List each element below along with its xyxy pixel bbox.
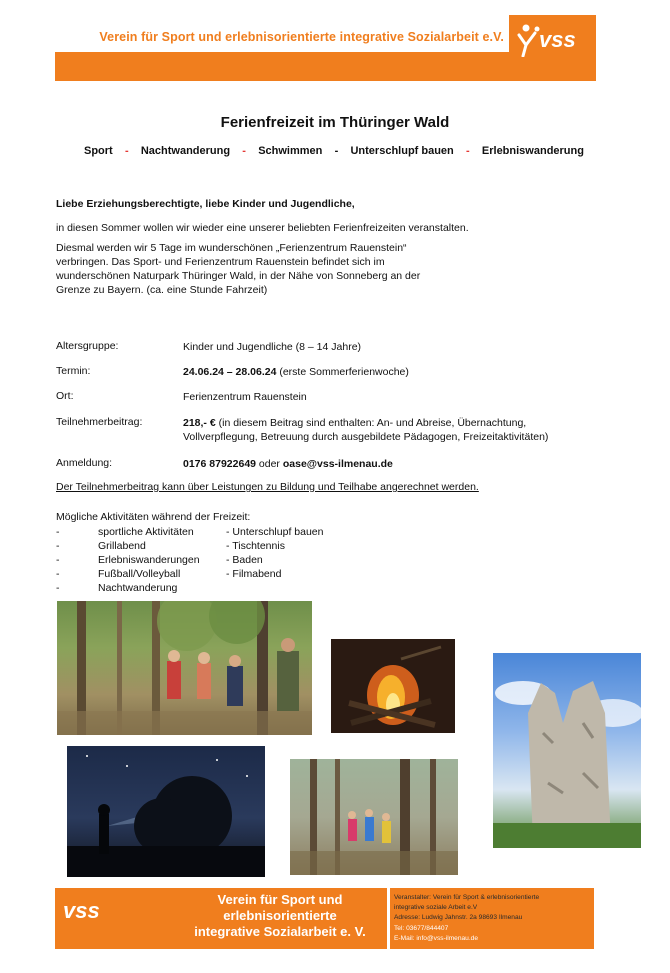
footer-logo-text: vss xyxy=(63,898,100,923)
activity-dash: - xyxy=(56,568,60,580)
activity-item: Erlebniswanderungen xyxy=(98,554,200,566)
date-range: 24.06.24 – 28.06.24 xyxy=(183,366,277,378)
intro-paragraph-1: in diesen Sommer wollen wir wieder eine unserer beliebten Ferienfreizeiten veranstalten. xyxy=(56,222,469,234)
activity-dash: - xyxy=(56,526,60,538)
fee-includes: (in diesem Beitrag sind enthalten: An- und Abreise, Übernachtung, xyxy=(215,417,527,429)
activity-dash: - xyxy=(56,554,60,566)
footer-brand xyxy=(55,888,387,949)
footer-org-line: integrative Sozialarbeit e. V. xyxy=(194,924,366,939)
activity-dash: - xyxy=(56,540,60,552)
activity-item: - Baden xyxy=(226,554,263,566)
footer-organizer-2: integrative soziale Arbeit e.V xyxy=(394,904,478,911)
keyword-separator: - xyxy=(124,145,129,157)
header-logo-text: vss xyxy=(539,27,576,52)
age-label: Altersgruppe: xyxy=(56,340,119,352)
keyword-separator: - xyxy=(466,145,470,157)
footer-org-name xyxy=(165,892,395,940)
registration-label: Anmeldung: xyxy=(56,457,113,469)
keyword-nachtwanderung: Nachtwanderung xyxy=(140,145,231,157)
funding-note: Der Teilnehmerbeitrag kann über Leistungen zu Bildung und Teilhabe angerechnet werden. xyxy=(56,481,479,493)
campfire-photo xyxy=(331,639,455,733)
keyword-sport: Sport xyxy=(84,145,113,157)
intro-line: Diesmal werden wir 5 Tage im wunderschönen „Ferienzentrum Rauenstein“ xyxy=(56,242,407,254)
page-title: Ferienfreizeit im Thüringer Wald xyxy=(220,114,450,131)
registration-or: oder xyxy=(256,458,283,470)
fee-value xyxy=(183,416,603,444)
keyword-separator: - xyxy=(242,145,246,157)
activity-row xyxy=(56,582,356,596)
activity-item: Fußball/Volleyball xyxy=(98,568,181,580)
date-note: (erste Sommerferienwoche) xyxy=(276,366,409,378)
activity-item: - Filmabend xyxy=(226,568,282,580)
activity-item: - Unterschlupf bauen xyxy=(226,526,324,538)
age-value: Kinder und Jugendliche (8 – 14 Jahre) xyxy=(183,341,362,353)
forest-group-photo xyxy=(57,601,312,735)
footer-contact xyxy=(390,888,594,949)
climbing-rock-photo xyxy=(493,653,641,848)
keyword-separator: - xyxy=(334,145,339,157)
night-hike-photo xyxy=(67,746,265,877)
footer-org-line: Verein für Sport und xyxy=(217,892,343,907)
registration-value xyxy=(183,457,603,471)
header-org-name: Verein für Sport und erlebnisorientierte integrative Sozialarbeit e.V. xyxy=(99,30,504,44)
person-figure-icon xyxy=(517,23,541,57)
intro-line: verbringen. Das Sport- und Ferienzentrum Rauenstein befindet sich im xyxy=(56,256,385,268)
registration-email[interactable]: oase@vss-ilmenau.de xyxy=(282,458,393,470)
fee-label: Teilnehmerbeitrag: xyxy=(56,416,143,428)
activity-row xyxy=(56,526,356,540)
registration-phone[interactable]: 0176 87922649 xyxy=(183,458,256,470)
activities-title: Mögliche Aktivitäten während der Freizeit: xyxy=(56,511,251,523)
place-value: Ferienzentrum Rauenstein xyxy=(183,391,307,403)
footer-org-line: erlebnisorientierte xyxy=(223,908,337,923)
activity-item: Nachtwanderung xyxy=(98,582,178,594)
intro-line: Grenze zu Bayern. (ca. eine Stunde Fahrzeit) xyxy=(56,284,268,296)
keyword-list xyxy=(84,145,584,157)
place-label: Ort: xyxy=(56,390,74,402)
activity-item: sportliche Aktivitäten xyxy=(98,526,194,538)
fee-amount: 218,- € xyxy=(183,417,216,429)
date-label: Termin: xyxy=(56,365,91,377)
keyword-erlebniswanderung: Erlebniswanderung xyxy=(481,145,584,157)
activity-item: Grillabend xyxy=(98,540,146,552)
activity-row xyxy=(56,554,356,568)
forest-kids-photo xyxy=(290,759,458,875)
date-value xyxy=(183,365,603,379)
greeting: Liebe Erziehungsberechtigte, liebe Kinder und Jugendliche, xyxy=(56,198,355,210)
fee-includes-line2: Vollverpflegung, Betreuung durch ausgebildete Pädagogen, Freizeitaktivitäten) xyxy=(183,431,549,443)
footer-address: Adresse: Ludwig Jahnstr. 2a 98693 Ilmenau xyxy=(394,914,523,921)
intro-paragraph-2 xyxy=(56,241,456,297)
footer-email[interactable]: E-Mail: info@vss-ilmenau.de xyxy=(394,935,479,942)
activity-dash: - xyxy=(56,582,60,594)
header-logo xyxy=(509,15,596,67)
keyword-schwimmen: Schwimmen xyxy=(258,145,323,157)
activity-row xyxy=(56,540,356,554)
activity-row xyxy=(56,568,356,582)
activity-item: - Tischtennis xyxy=(226,540,285,552)
footer-organizer: Veranstalter: Verein für Sport & erlebnisorientierte xyxy=(394,894,540,901)
keyword-unterschlupf: Unterschlupf bauen xyxy=(350,145,454,157)
intro-line: wunderschönen Naturpark Thüringer Wald, in der Nähe von Sonneberg an der xyxy=(56,270,421,282)
footer-phone[interactable]: Tel: 03677/844407 xyxy=(394,925,449,932)
